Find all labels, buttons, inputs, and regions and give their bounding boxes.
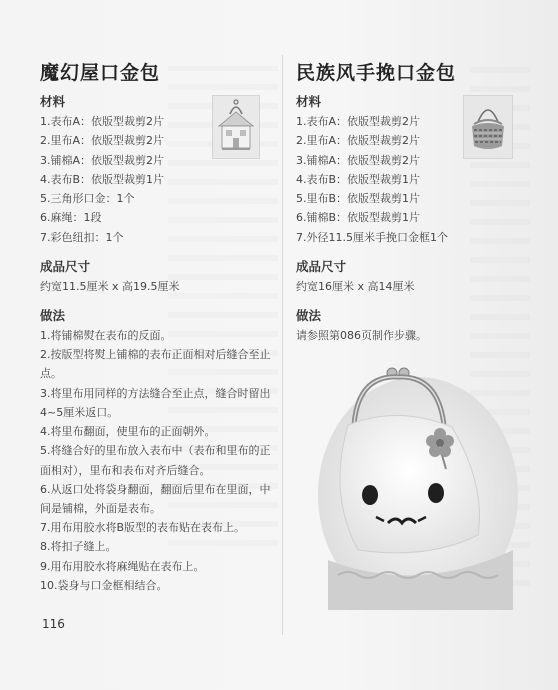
material-item: 3.铺棉A：依版型裁剪2片	[296, 153, 421, 167]
right-size-text: 约宽16厘米 x 高14厘米	[296, 280, 415, 294]
right-method-text: 请参照第086页制作步骤。	[296, 329, 427, 343]
left-materials-heading: 材料	[40, 94, 66, 109]
material-item: 1.表布A：依版型裁剪2片	[296, 115, 421, 128]
material-item: 4.表布B：依版型裁剪1片	[40, 172, 165, 186]
step-item: 10.袋身与口金框相结合。	[40, 578, 168, 592]
house-purse-illustration	[213, 96, 259, 158]
material-item: 3.铺棉A：依版型裁剪2片	[40, 153, 165, 167]
material-item: 7.外径11.5厘米手挽口金框1个	[296, 230, 448, 244]
step-item: 2.按版型将熨上铺棉的表布正面相对后缝合至止点。	[40, 348, 271, 381]
column-divider	[282, 55, 283, 635]
step-item: 6.从返口处将袋身翻面，翻面后里布在里面，中间是铺棉，外面是表布。	[40, 482, 271, 515]
right-size-heading: 成品尺寸	[296, 259, 347, 275]
material-item: 1.表布A：依版型裁剪2片	[40, 115, 165, 128]
right-title: 民族风手挽口金包	[296, 62, 457, 84]
left-method-heading: 做法	[40, 308, 66, 324]
ethnic-purse-illustration	[464, 96, 512, 158]
smiling-purse-illustration	[318, 345, 518, 610]
smiling-purse-photo	[318, 345, 518, 610]
left-title: 魔幻屋口金包	[40, 62, 161, 84]
step-item: 9.用布用胶水将麻绳贴在表布上。	[40, 559, 205, 573]
left-steps	[40, 326, 278, 595]
step-item: 1.将铺棉熨在表布的反面。	[40, 329, 172, 343]
left-thumbnail-photo	[212, 95, 260, 159]
material-item: 7.彩色纽扣：1个	[40, 230, 124, 244]
material-item: 2.里布A：依版型裁剪2片	[296, 134, 421, 148]
page-number: 116	[42, 617, 65, 631]
right-thumbnail-photo	[463, 95, 513, 159]
step-item: 7.用布用胶水将B版型的表布贴在表布上。	[40, 521, 246, 535]
step-item: 3.将里布用同样的方法缝合至止点，缝合时留出4~5厘米返口。	[40, 386, 271, 419]
step-item: 4.将里布翻面，使里布的正面朝外。	[40, 425, 216, 439]
material-item: 6.麻绳：1段	[40, 211, 102, 225]
material-item: 5.里布B：依版型裁剪1片	[296, 192, 421, 206]
left-size-heading: 成品尺寸	[40, 259, 91, 275]
step-item: 8.将扣子缝上。	[40, 540, 117, 554]
right-materials-heading: 材料	[296, 94, 322, 109]
material-item: 6.铺棉B：依版型裁剪1片	[296, 211, 421, 225]
material-item: 4.表布B：依版型裁剪1片	[296, 172, 421, 186]
material-item: 2.里布A：依版型裁剪2片	[40, 134, 165, 148]
left-size-text: 约宽11.5厘米 x 高19.5厘米	[40, 280, 180, 294]
step-item: 5.将缝合好的里布放入表布中（表布和里布的正面相对），里布和表布对齐后缝合。	[40, 444, 271, 477]
right-method-heading: 做法	[296, 308, 322, 324]
material-item: 5.三角形口金：1个	[40, 192, 135, 206]
